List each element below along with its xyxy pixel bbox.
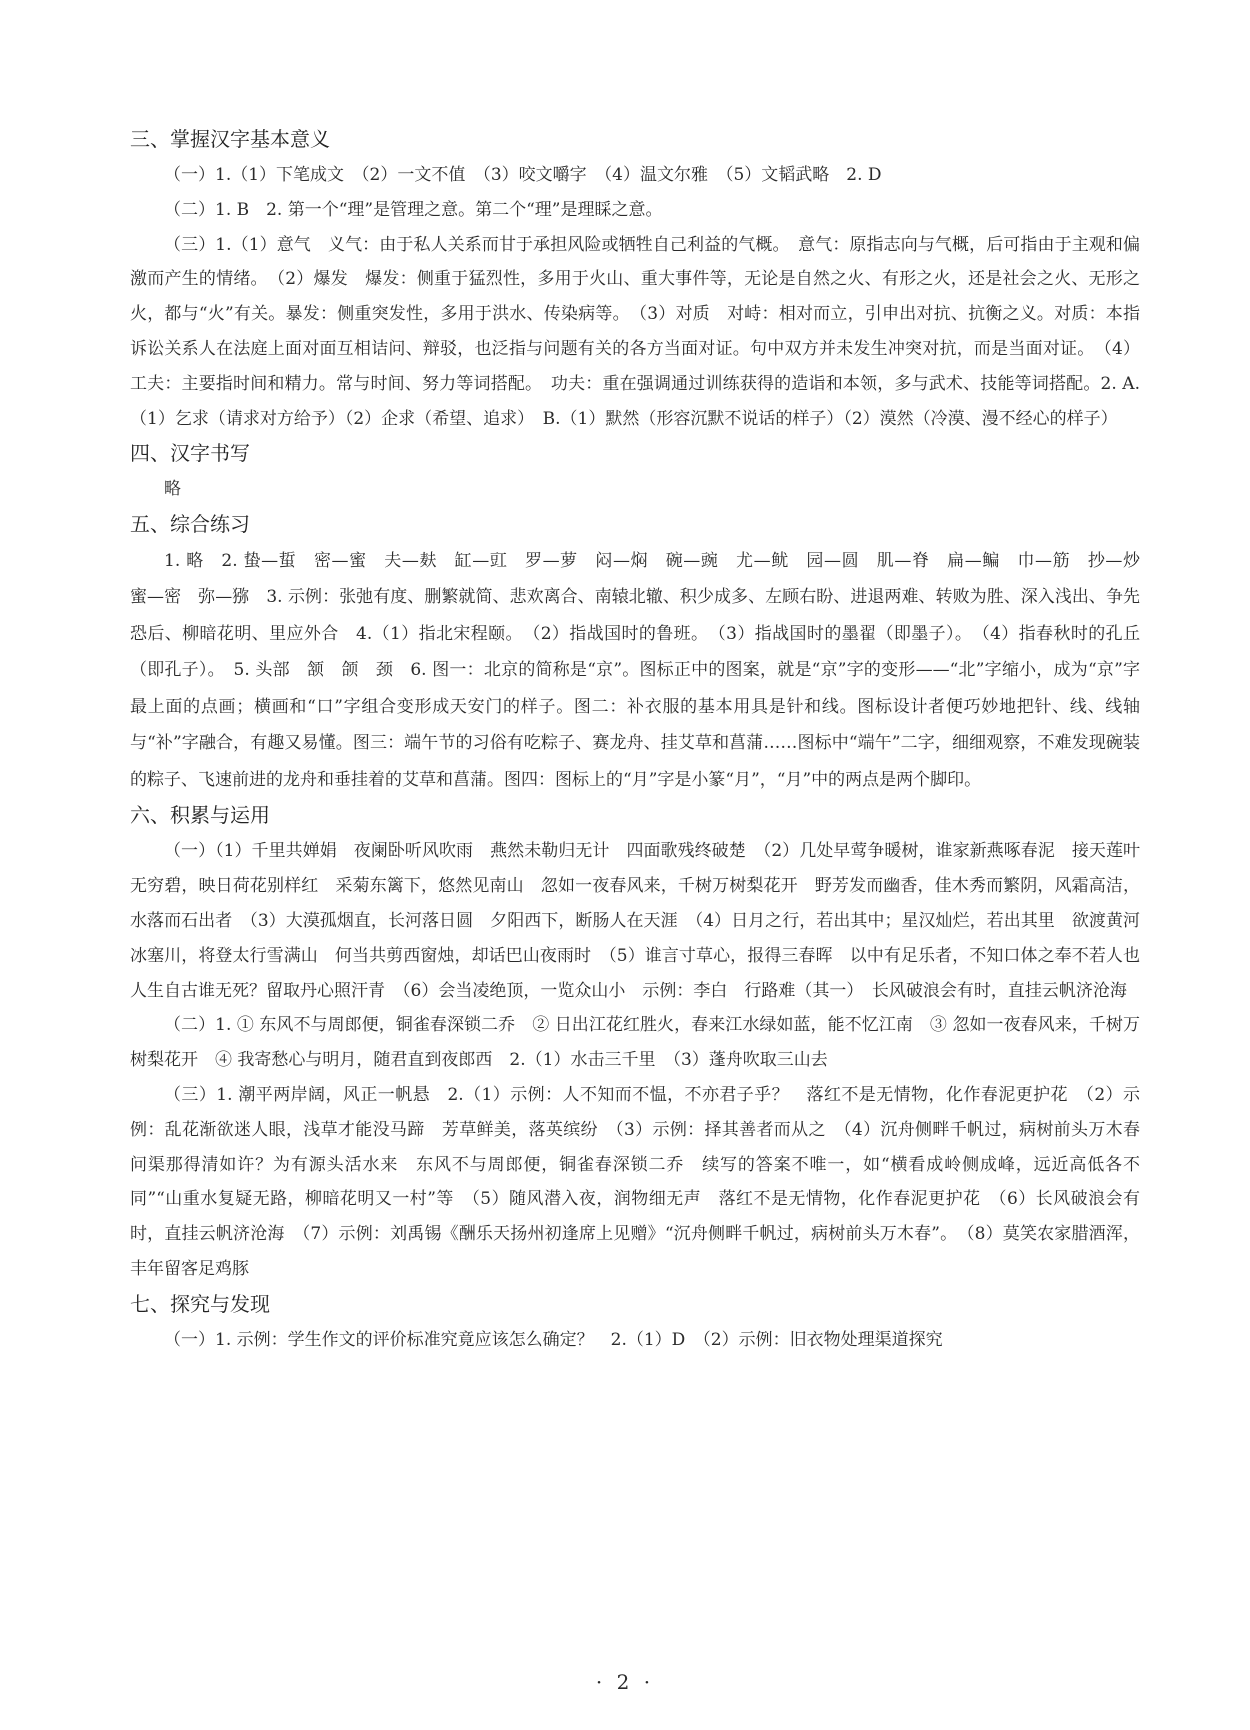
paragraph: 1. 略 2. 蛰—蜇 密—蜜 夫—麸 缸—豇 罗—萝 闷—焖 碗—豌 尤—鱿 园—圆 肌—脊 扁—鳊 巾—筋 抄—炒 蜜—密 弥—猕 3. 示例：张弛有度、删繁就简、悲欢离合、南辕北辙、积少成多、左顾右盼、进退两难、转败为胜、深入浅出、争先恐后、柳暗花明、里应外合 4.（1）指北宋程颐。 （2）指战国时的鲁班。 （3）指战国时的墨翟（即墨子）。 （4）指春秋时的孔丘（即孔子）。 5. 头部 颔 颌 颈 6. 图一：北京的简称是“京”。图标正中的图案，就是“京”字的变形——“北”字缩小，成为“京”字最上面的点画；横画和“口”字组合变形成天安门的样子。图二：补衣服的基本用具是针和线。图标设计者便巧妙地把针、线、线轴与“补”字融合，有趣又易懂。图三：端午节的习俗有吃粽子、赛龙舟、挂艾草和菖蒲……图标中“端午”二字，细细观察，不难发现碗装的粽子、飞速前进的龙舟和垂挂着的艾草和菖蒲。图四：图标上的“月”字是小篆“月”，“月”中的两点是两个脚印。 xyxy=(130,550,1157,790)
section-3 xyxy=(130,124,1140,436)
paragraph: （三）1.（1）意气 义气：由于私人关系而甘于承担风险或牺牲自己利益的气概。 意气：原指志向与气概，后可指由于主观和偏激而产生的情绪。 （2）爆发 爆发：侧重于猛烈性，多用于火山、重大事件等，无论是自然之火、有形之火，还是社会之火、无形之火，都与“火”有关。暴发：侧重突发性，多用于洪水、传染病等。 （3）对质 对峙：相对而立，引申出对抗、抗衡之义。对质：本指诉讼关系人在法庭上面对面互相诘问、辩驳，也泛指与问题有关的各方当面对证。句中双方并未发生冲突对抗，而是当面对证。 （4）工夫：主要指时间和精力。常与时间、努力等词搭配。 功夫：重在强调通过训练获得的造诣和本领，多与武术、技能等词搭配。2. A.（1）乞求（请求对方给予）（2）企求（希望、追求） B.（1）默然（形容沉默不说话的样子）（2）漠然（冷漠、漫不经心的样子） xyxy=(130,234,1140,429)
section-heading: 三、掌握汉字基本意义 xyxy=(130,127,330,151)
paragraph: （二）1. ① 东风不与周郎便，铜雀春深锁二乔 ② 日出江花红胜火，春来江水绿如蓝，能不忆江南 ③ 忽如一夜春风来，千树万树梨花开 ④ 我寄愁心与明月，随君直到夜郎西 2.（1）水击三千里 （3）蓬舟吹取三山去 xyxy=(130,1015,1140,1071)
section-4 xyxy=(130,438,1140,507)
section-heading: 六、积累与运用 xyxy=(130,803,270,828)
section-heading: 五、综合练习 xyxy=(130,511,250,536)
section-5 xyxy=(130,509,1157,799)
paragraph: （一）1. 示例：学生作文的评价标准究竟应该怎么确定？ 2.（1）D （2）示例：旧衣物处理渠道探究 xyxy=(164,1329,943,1350)
section-7 xyxy=(130,1289,1140,1358)
paragraph: （一）（1）千里共婵娟 夜阑卧听风吹雨 燕然未勒归无计 四面歌残终破楚 （2）几处早莺争暖树，谁家新燕啄春泥 接天莲叶无穷碧，映日荷花别样红 采菊东篱下，悠然见南山 忽如一夜春风来，千树万树梨花开 野芳发而幽香，佳木秀而繁阴，风霜高洁，水落而石出者 （3）大漠孤烟直，长河落日圆 夕阳西下，断肠人在天涯 （4）日月之行，若出其中；星汉灿烂，若出其里 欲渡黄河冰塞川，将登太行雪满山 何当共剪西窗烛，却话巴山夜雨时 （5）谁言寸草心，报得三春晖 以中有足乐者，不知口体之奉不若人也 人生自古谁无死？留取丹心照汗青 （6）会当凌绝顶，一览众山小 示例：李白 行路难（其一） 长风破浪会有时，直挂云帆济沧海 xyxy=(130,841,1157,1001)
page-number: · 2 · xyxy=(595,1670,655,1694)
paragraph: 略 xyxy=(164,479,181,500)
paragraph: （三）1. 潮平两岸阔，风正一帆悬 2.（1）示例：人不知而不愠，不亦君子乎？ 落红不是无情物，化作春泥更护花 （2）示例：乱花渐欲迷人眼，浅草才能没马蹄 芳草鲜美，落英缤纷 （3）示例：择其善者而从之 （4）沉舟侧畔千帆过，病树前头万木春 问渠那得清如许？为有源头活水来 东风不与周郎便，铜雀春深锁二乔 续写的答案不唯一，如“横看成岭侧成峰，远近高低各不同”“山重水复疑无路，柳暗花明又一村”等 （5）随风潜入夜，润物细无声 落红不是无情物，化作春泥更护花 （6）长风破浪会有时，直挂云帆济沧海 （7）示例：刘禹锡《酬乐天扬州初逢席上见赠》“沉舟侧畔千帆过，病树前头万木春”。 （8）莫笑农家腊酒浑，丰年留客足鸡豚 xyxy=(130,1085,1157,1280)
paragraph: （一）1.（1）下笔成文 （2）一文不值 （3）咬文嚼字 （4）温文尔雅 （5）文韬武略 2. D xyxy=(164,165,882,185)
section-heading: 七、探究与发现 xyxy=(130,1291,270,1316)
section-heading: 四、汉字书写 xyxy=(130,441,250,466)
answer-content xyxy=(130,122,1157,1357)
paragraph: （二）1. B 2. 第一个“理”是管理之意。第二个“理”是理睬之意。 xyxy=(164,199,663,220)
section-6 xyxy=(130,800,1157,1286)
